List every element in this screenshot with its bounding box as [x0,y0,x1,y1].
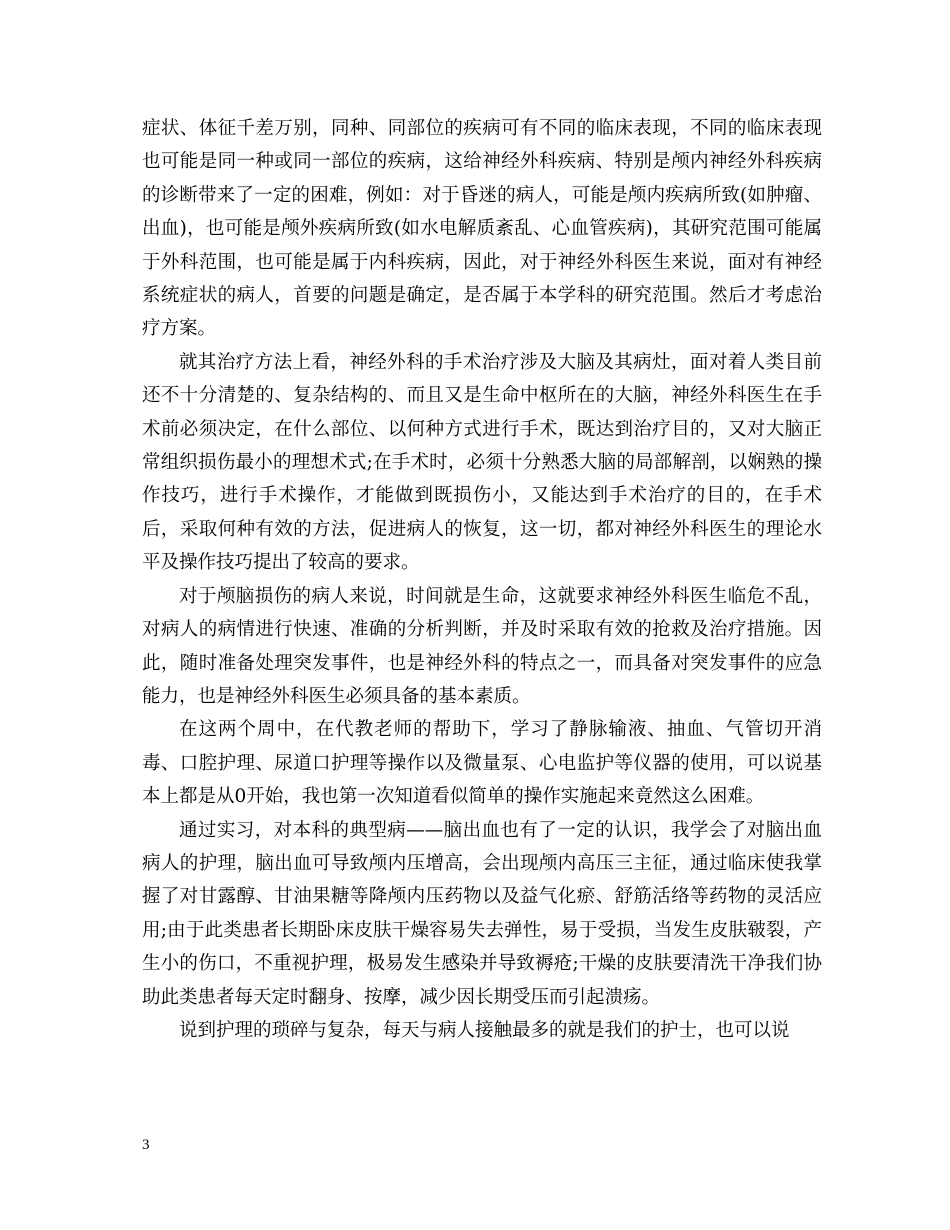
body-text [142,112,822,1047]
paragraph: 对于颅脑损伤的病人来说，时间就是生命，这就要求神经外科医生临危不乱，对病人的病情进行快速、准确的分析判断，并及时采取有效的抢救及治疗措施。因此，随时准备处理突发事件，也是神经外科的特点之一，而具备对突发事件的应急能力，也是神经外科医生必须具备的基本素质。 [142,585,822,707]
page-number: 3 [142,1137,150,1153]
paragraph: 说到护理的琐碎与复杂，每天与病人接触最多的就是我们的护士，也可以说 [179,1019,790,1041]
paragraph: 在这两个周中，在代教老师的帮助下，学习了静脉输液、抽血、气管切开消毒、口腔护理、尿道口护理等操作以及微量泵、心电监护等仪器的使用，可以说基本上都是从0开始，我也第一次知道看似简单的操作实施起来竟然这么困难。 [142,719,822,808]
paragraph: 就其治疗方法上看，神经外科的手术治疗涉及大脑及其病灶，面对着人类目前还不十分清楚的、复杂结构的、而且又是生命中枢所在的大脑，神经外科医生在手术前必须决定，在什么部位、以何种方式进行手术，既达到治疗目的，又对大脑正常组织损伤最小的理想术式;在手术时，必须十分熟悉大脑的局部解剖，以娴熟的操作技巧，进行手术操作，才能做到既损伤小，又能达到手术治疗的目的，在手术后，采取何种有效的方法，促进病人的恢复，这一切，都对神经外科医生的理论水平及操作技巧提出了较高的要求。 [142,351,822,574]
paragraph-continued: 症状、体征千差万别，同种、同部位的疾病可有不同的临床表现，不同的临床表现也可能是同一种或同一部位的疾病，这给神经外科疾病、特别是颅内神经外科疾病的诊断带来了一定的困难，例如：对于昏迷的病人，可能是颅内疾病所致(如肿瘤、出血)，也可能是颅外疾病所致(如水电解质紊乱、心血管疾病)，其研究范围可能属于外科范围，也可能是属于内科疾病，因此，对于神经外科医生来说，面对有神经系统症状的病人，首要的问题是确定，是否属于本学科的研究范围。然后才考虑治疗方案。 [142,118,822,340]
paragraph: 通过实习，对本科的典型病——脑出血也有了一定的认识，我学会了对脑出血病人的护理，脑出血可导致颅内压增高，会出现颅内高压三主征，通过临床使我掌握了对甘露醇、甘油果糖等降颅内压药物以及益气化瘀、舒筋活络等药物的灵活应用;由于此类患者长期卧床皮肤干燥容易失去弹性，易于受损，当发生皮肤皲裂，产生小的伤口，不重视护理，极易发生感染并导致褥疮;干燥的皮肤要清洗干净我们协助此类患者每天定时翻身、按摩，减少因长期受压而引起溃疡。 [142,819,822,1008]
